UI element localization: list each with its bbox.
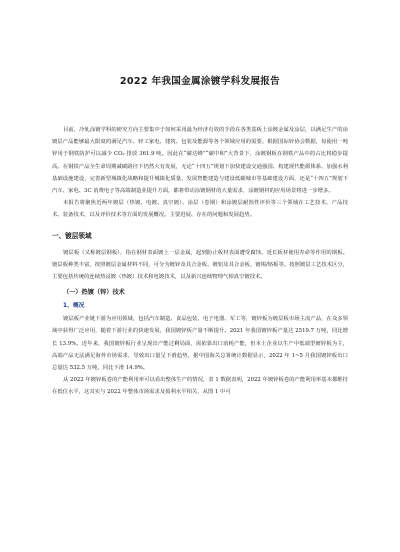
intro-paragraph: 目前，冷轧涂镀学科的研究方向主要集中于如何采用最为经济有效的手段在各类基板上涂镀金属及涂层，以满足生产的涂镀层产品能够最大限度的满足汽车、轻工家电、建筑、包装及能源等各个领域应用的需要。根据国际锌协会数据，每使用一吨锌用于钢铁防护可以减少 CO₂ 排放 361.9 吨。因此在“碳达峰”“碳中和”大背景下，涂镀钢板在钢铁产品中的占比将稳步提高。在钢铁产品全生命周期减碳路径下仍然大有发展，无论“十四五”规划下加快建设交通强国、构建现代能源体系、加强水利基础设施建设，完善新型城镇化战略和提升城镇化质量、发展智能建造与建设低碳城市等基础建设方面，还是“十四五”规划下汽车、家电、3C 消费电子等高端制造业提升方面，都将带动涂镀钢材的大量需求，涂镀钢材的应用场景将进一步增多。	[52, 127, 348, 195]
section-heading: 一、镀层领域	[52, 231, 92, 240]
subsection-heading: （一）热镀（锌）技术	[63, 289, 125, 297]
body-paragraph: 从 2022 年镀锌板卷的产能利用率可以看出整体生产的情况，表 1 数据表明，2022 年镀锌板卷的产能利用率基本都维持在低位水平，这其实与 2022 年整体市场需求及盈利水平相关，从图 1 中可	[52, 377, 348, 396]
intro-paragraph: 本报告将聚焦近两年镀层（热镀、电镀、真空镀）、涂层（卷钢）和涂镀层耐蚀性评价等三个领域在工艺技术、产品技术、装备技术，以及评价技术等方面的发展概况、主要进展、存在的问题和发展趋势。	[52, 200, 348, 219]
body-paragraph: 镀层板产业链下游为应用领域，包括汽车制造、食品包装、电子电器、军工等，镀锌板为镀层板市场主流产品，在众多领域中获得广泛应用，随着下游行业的快速发展，我国镀锌板产量不断提升。2021 年我国镀锌板产量达 2519.7 万吨，同比增长 13.9%。近年来，我国镀锌板行业呈现出产能过剩局面，需依靠出口消耗产能，但本土企业以生产中低端型镀锌板为主，高端产品无法满足海外市场需求，导致出口量呈下滑趋势。据中国海关总署统计数据显示，2022 年 1~5 月我国镀锌板出口总量达 532.5 万吨，同比下滑 14.9%。	[52, 316, 348, 372]
document-title: 2022 年我国金属涂镀学科发展报告	[119, 76, 281, 87]
subsubsection-heading: 1、概况	[63, 303, 85, 310]
section-paragraph: 镀层板（又称镀层钢板），指在钢材表面镀上一层金属，起到防止板材表面遭受腐蚀、延长板材使用寿命等作用的钢板。镀层板种类丰富，按照镀层金属材料不同，可分为镀锌及其合金板、镀铝及其合金板、镀锡/铬板等。按照镀层工艺技术区分，主要包括传统的连续热浸镀（热镀）技术和电镀技术，以及新兴连续物理气相真空镀技术。	[52, 249, 348, 281]
